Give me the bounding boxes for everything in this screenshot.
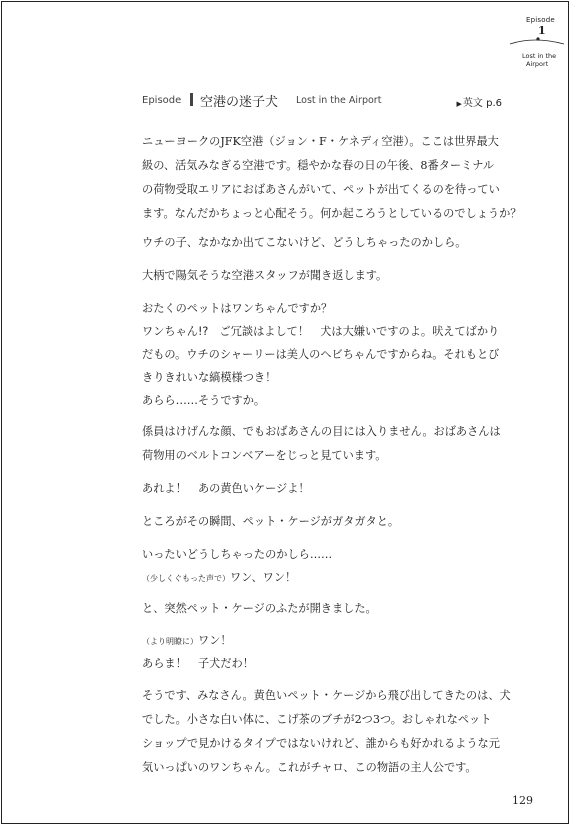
text-line: ます。なんだかちょっと心配そう。何か起ころうとしているのでしょうか？: [142, 207, 522, 220]
text-line: の荷物受取エリアにおばあさんがいて、ペットが出てくるのを待ってい: [142, 183, 500, 196]
stage-direction: （より明瞭に）: [142, 637, 198, 646]
dialogue-text: きりきれいな縞模様つき！: [142, 371, 277, 384]
chapter-header: [142, 92, 502, 112]
text-line: と、突然ペット・ケージのふたが開きました。: [142, 602, 377, 615]
text-line: でした。小さな白い体に、こげ茶のブチが2つ3つ。おしゃれなペット: [142, 713, 492, 726]
dialogue-text: あれよ！ あの黄色いケージよ！: [142, 482, 310, 495]
dialogue-text: [142, 566, 296, 591]
episode-tab-word: Episode: [526, 16, 555, 24]
page-number: 129: [512, 794, 533, 807]
episode-label: Episode: [142, 95, 182, 106]
narration: [142, 420, 501, 468]
intro-paragraph: [142, 130, 521, 226]
dialogue-speech: ワン、ワン！: [230, 571, 297, 584]
narration: [142, 264, 387, 288]
text-line: 大柄で陽気そうな空港スタッフが聞き返します。: [142, 269, 388, 282]
english-text-reference-label: 英文 p.6: [462, 98, 502, 109]
dialogue-text: だもの。ウチのシャーリーは美人のヘビちゃんですからね。それもとび: [142, 348, 500, 361]
episode-tab-number: 1: [538, 24, 546, 37]
dialogue-text: おたくのペットはワンちゃんですか？: [142, 302, 333, 315]
text-line: 荷物用のベルトコンベアーをじっと見ています。: [142, 449, 387, 462]
arrow-icon: ▶: [456, 100, 462, 108]
text-line: そうです、みなさん。黄色いペット・ケージから飛び出してきたのは、犬: [142, 689, 511, 702]
text-line: 気いっぱいのワンちゃん。これがチャロ、この物語の主人公です。: [142, 761, 477, 774]
dialogue-text: あらら……そうですか。: [142, 394, 266, 407]
stage-direction: （少しくぐもった声で）: [142, 574, 230, 583]
dialogue-text: [142, 629, 232, 654]
dialogue-speech: ワン！: [198, 634, 232, 647]
chapter-title-en: Lost in the Airport: [296, 95, 382, 106]
episode-tab-title-line1: Lost in the: [522, 52, 557, 60]
episode-number-bar: [190, 93, 193, 106]
dialogue-text: ウチの子、なかなか出てこないけど、どうしちゃったのかしら。: [142, 236, 467, 249]
closing-paragraph: [142, 684, 511, 780]
dialogue-text: いったいどうしちゃったのかしら……: [142, 548, 333, 561]
text-line: 級の、活気みなぎる空港です。穏やかな春の日の午後、8番ターミナル: [142, 159, 495, 172]
dialogue-text: あらま！ 子犬だわ！: [142, 657, 254, 670]
episode-tab-title-line2: Airport: [526, 60, 549, 68]
narration: [142, 597, 377, 621]
text-line: 係員はけげんな顔、でもおばあさんの目には入りません。おばあさんは: [142, 425, 501, 438]
english-text-reference: [457, 94, 502, 109]
text-line: ところがその瞬間、ペット・ケージがガタガタと。: [142, 515, 400, 528]
text-line: ショップで見かけるタイプではないけれど、誰からも好かれるような元: [142, 737, 500, 750]
episode-tab: [508, 10, 566, 72]
dialogue-text: ワンちゃん!? ご冗談はよして！ 犬は大嫌いですのよ。吠えてばかり: [142, 325, 500, 338]
text-line: ニューヨークのJFK空港（ジョン・F・ケネディ空港）。ここは世界最大: [142, 135, 499, 148]
chapter-title-jp: 空港の迷子犬: [200, 95, 279, 110]
narration: [142, 510, 399, 534]
